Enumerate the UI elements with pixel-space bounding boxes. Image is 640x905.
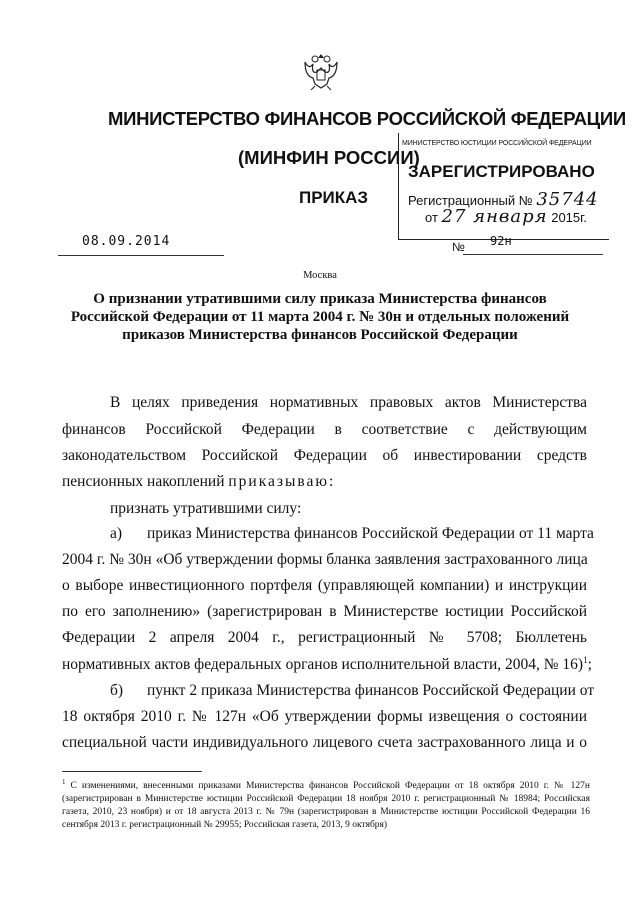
body-text: нормативных актов федеральных органов исполнительной власти, 2004, № 16) bbox=[62, 656, 584, 674]
stamp-date-year: 2015г. bbox=[551, 210, 587, 225]
ministry-name: МИНИСТЕРСТВО ФИНАНСОВ РОССИЙСКОЙ ФЕДЕРАЦИИ bbox=[108, 108, 626, 129]
stamp-date-prefix: от bbox=[425, 210, 438, 225]
order-title bbox=[60, 290, 580, 344]
body-line: 18 октября 2010 г. № 127н «Об утверждении формы извещения о состоянии bbox=[62, 708, 587, 725]
stamp-org: МИНИСТЕРСТВО ЮСТИЦИИ РОССИЙСКОЙ ФЕДЕРАЦИИ bbox=[402, 140, 592, 147]
coat-of-arms-icon bbox=[301, 50, 341, 92]
body-line: 2004 г. № 30н «Об утверждении формы бланка заявления застрахованного лица bbox=[62, 551, 588, 568]
title-line: О признании утратившими силу приказа Министерства финансов bbox=[93, 291, 547, 307]
body-line bbox=[62, 473, 335, 491]
footnote-ref[interactable]: 1 bbox=[583, 655, 588, 665]
body-text: пенсионных накоплений bbox=[62, 473, 225, 490]
body-line: приказ Министерства финансов Российской Федерации от 11 марта bbox=[147, 525, 594, 542]
footnote-separator bbox=[62, 771, 202, 772]
order-date: 08.09.2014 bbox=[82, 234, 171, 249]
footnote-mark: 1 bbox=[62, 778, 66, 786]
title-line: приказов Министерства финансов Российской Федерации bbox=[122, 327, 518, 343]
order-number-label: № bbox=[452, 240, 465, 254]
body-line: пункт 2 приказа Министерства финансов Российской Федерации от bbox=[147, 682, 595, 699]
body-line: о выборе инвестиционного портфеля (управляющей компании) и инструкции bbox=[62, 577, 587, 594]
body-line: специальной части индивидуального лицевого счета застрахованного лица и о bbox=[62, 734, 587, 751]
number-underline bbox=[463, 254, 603, 255]
body-text: ; bbox=[587, 656, 592, 674]
order-number: 92н bbox=[490, 234, 512, 248]
stamp-reg-value: 35744 bbox=[536, 189, 599, 210]
stamp-status: ЗАРЕГИСТРИРОВАНО bbox=[408, 162, 595, 181]
ministry-short-name: (МИНФИН РОССИИ) bbox=[238, 147, 420, 168]
footnote-text: С изменениями, внесенными приказами Министерства финансов Российской Федерации от 18 октября 2010 г. № 127н (зарегистрирован в Министерстве юстиции Российской Федерации 18 ноября 2010 г. регистрационный № 18984; Российская газета, 2010, 23 ноября) и от 18 августа 2013 г. № 79н (зарегистрирован в Министерстве юстиции Российской Федерации 16 сентября 2013 г. регистрационный № 29955; Российская газета, 2013, 9 октября) bbox=[62, 781, 590, 831]
body-text-spaced: приказываю: bbox=[228, 473, 336, 490]
item-label: а) bbox=[110, 525, 123, 542]
body-line: признать утратившими силу: bbox=[110, 500, 302, 517]
body-line: по его заполнению» (зарегистрирован в Министерстве юстиции Российской bbox=[62, 603, 587, 620]
body-line: финансов Российской Федерации в соответствие с действующим bbox=[62, 421, 587, 438]
stamp-date-handwritten: 27 января bbox=[441, 206, 548, 227]
item-label: б) bbox=[110, 682, 124, 699]
city: Москва bbox=[303, 270, 337, 281]
title-line: Российской Федерации от 11 марта 2004 г. № 30н и отдельных положений bbox=[70, 309, 570, 325]
stamp-reg-label: Регистрационный № bbox=[408, 193, 533, 208]
body-line bbox=[62, 655, 592, 674]
footnote bbox=[62, 776, 590, 832]
body-line: Федерации 2 апреля 2004 г., регистрационный № 5708; Бюллетень bbox=[62, 629, 587, 646]
body-line: законодательством Российской Федерации об инвестировании средств bbox=[62, 447, 587, 464]
document-type: ПРИКАЗ bbox=[299, 188, 369, 207]
date-underline bbox=[58, 255, 224, 256]
body-line: В целях приведения нормативных правовых актов Министерства bbox=[110, 394, 587, 411]
stamp-date bbox=[425, 206, 587, 227]
